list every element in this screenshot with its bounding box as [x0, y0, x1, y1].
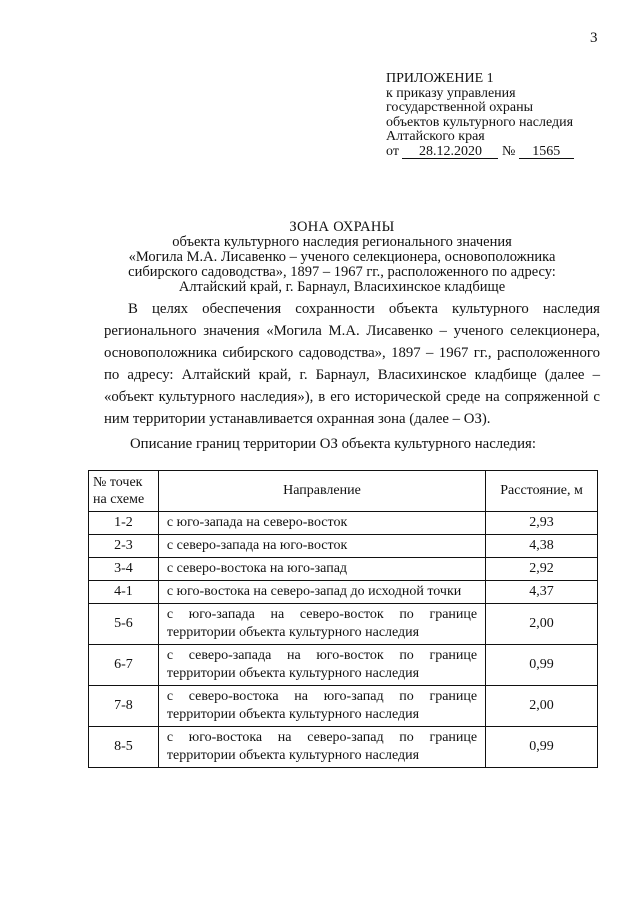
page-number: 3: [590, 30, 598, 46]
header-distance: Расстояние, м: [486, 471, 598, 512]
table-row: [89, 604, 598, 645]
cell-direction: с северо-запада на юго-восток по границе территории объекта культурного наследия: [158, 645, 485, 686]
table-caption: Описание границ территории ОЗ объекта культурного наследия:: [130, 436, 536, 452]
cell-points: 3-4: [89, 558, 159, 581]
cell-points: 4-1: [89, 581, 159, 604]
zone-title: ЗОНА ОХРАНЫ: [289, 219, 395, 235]
table-row: [89, 558, 598, 581]
cell-distance: 0,99: [486, 727, 598, 768]
appendix-line: государственной охраны: [386, 100, 534, 115]
header-direction: Направление: [158, 471, 485, 512]
cell-direction: с юго-запада на северо-восток: [158, 512, 485, 535]
cell-distance: 2,92: [486, 558, 598, 581]
header-points: [89, 471, 159, 512]
table-row: [89, 535, 598, 558]
cell-distance: 2,00: [486, 604, 598, 645]
appendix-header: [386, 72, 574, 159]
table-header-row: [89, 471, 598, 512]
table-row: [89, 686, 598, 727]
appendix-line: к приказу управления: [386, 85, 516, 101]
cell-direction: с юго-востока на северо-запад по границе территории объекта культурного наследия: [158, 727, 485, 768]
intro-paragraph: [104, 298, 600, 430]
header-points-line: № точек: [93, 475, 143, 490]
appendix-line: Алтайского края: [386, 129, 485, 144]
cell-points: 1-2: [89, 512, 159, 535]
cell-direction: с юго-запада на северо-восток по границе территории объекта культурного наследия: [158, 604, 485, 645]
cell-points: 2-3: [89, 535, 159, 558]
zone-subtitle-line: «Могила М.А. Лисавенко – ученого селекционера, основоположника: [128, 249, 556, 265]
order-number: 1565: [519, 145, 574, 159]
date-prefix: от: [386, 143, 399, 159]
table-row: [89, 581, 598, 604]
zone-heading: [92, 220, 592, 295]
cell-points: 6-7: [89, 645, 159, 686]
cell-points: 8-5: [89, 727, 159, 768]
appendix-date-line: [386, 145, 574, 160]
table-row: [89, 512, 598, 535]
cell-distance: 2,93: [486, 512, 598, 535]
cell-distance: 0,99: [486, 645, 598, 686]
cell-direction: с северо-запада на юго-восток: [158, 535, 485, 558]
cell-direction: с северо-востока на юго-запад по границе территории объекта культурного наследия: [158, 686, 485, 727]
number-prefix: №: [501, 143, 516, 159]
boundaries-table: [88, 470, 598, 768]
table-row: [89, 645, 598, 686]
appendix-title: ПРИЛОЖЕНИЕ 1: [386, 71, 494, 86]
intro-text: В целях обеспечения сохранности объекта культурного наследия регионального значения «Могила М.А. Лисавенко – ученого селекционера, основоположника сибирского садоводства», 1897 – 1967 гг., расположенного по адресу: Алтайский край, г. Барнаул, Власихинское кладбище (далее – «объект культурного наследия»), в его исторической среде на сопряженной с ним территории устанавливается охранная зона (далее – ОЗ).: [104, 301, 600, 427]
header-points-line: на схеме: [93, 492, 145, 507]
cell-direction: с юго-востока на северо-запад до исходной точки: [158, 581, 485, 604]
order-date: 28.12.2020: [402, 145, 498, 159]
zone-subtitle-line: объекта культурного наследия регионального значения: [172, 234, 512, 250]
cell-distance: 2,00: [486, 686, 598, 727]
table-row: [89, 727, 598, 768]
cell-direction: с северо-востока на юго-запад: [158, 558, 485, 581]
cell-points: 7-8: [89, 686, 159, 727]
appendix-line: объектов культурного наследия: [386, 114, 574, 130]
zone-subtitle-line: Алтайский край, г. Барнаул, Власихинское кладбище: [178, 279, 506, 295]
zone-subtitle-line: сибирского садоводства», 1897 – 1967 гг., расположенного по адресу:: [128, 264, 556, 280]
cell-distance: 4,37: [486, 581, 598, 604]
cell-distance: 4,38: [486, 535, 598, 558]
cell-points: 5-6: [89, 604, 159, 645]
